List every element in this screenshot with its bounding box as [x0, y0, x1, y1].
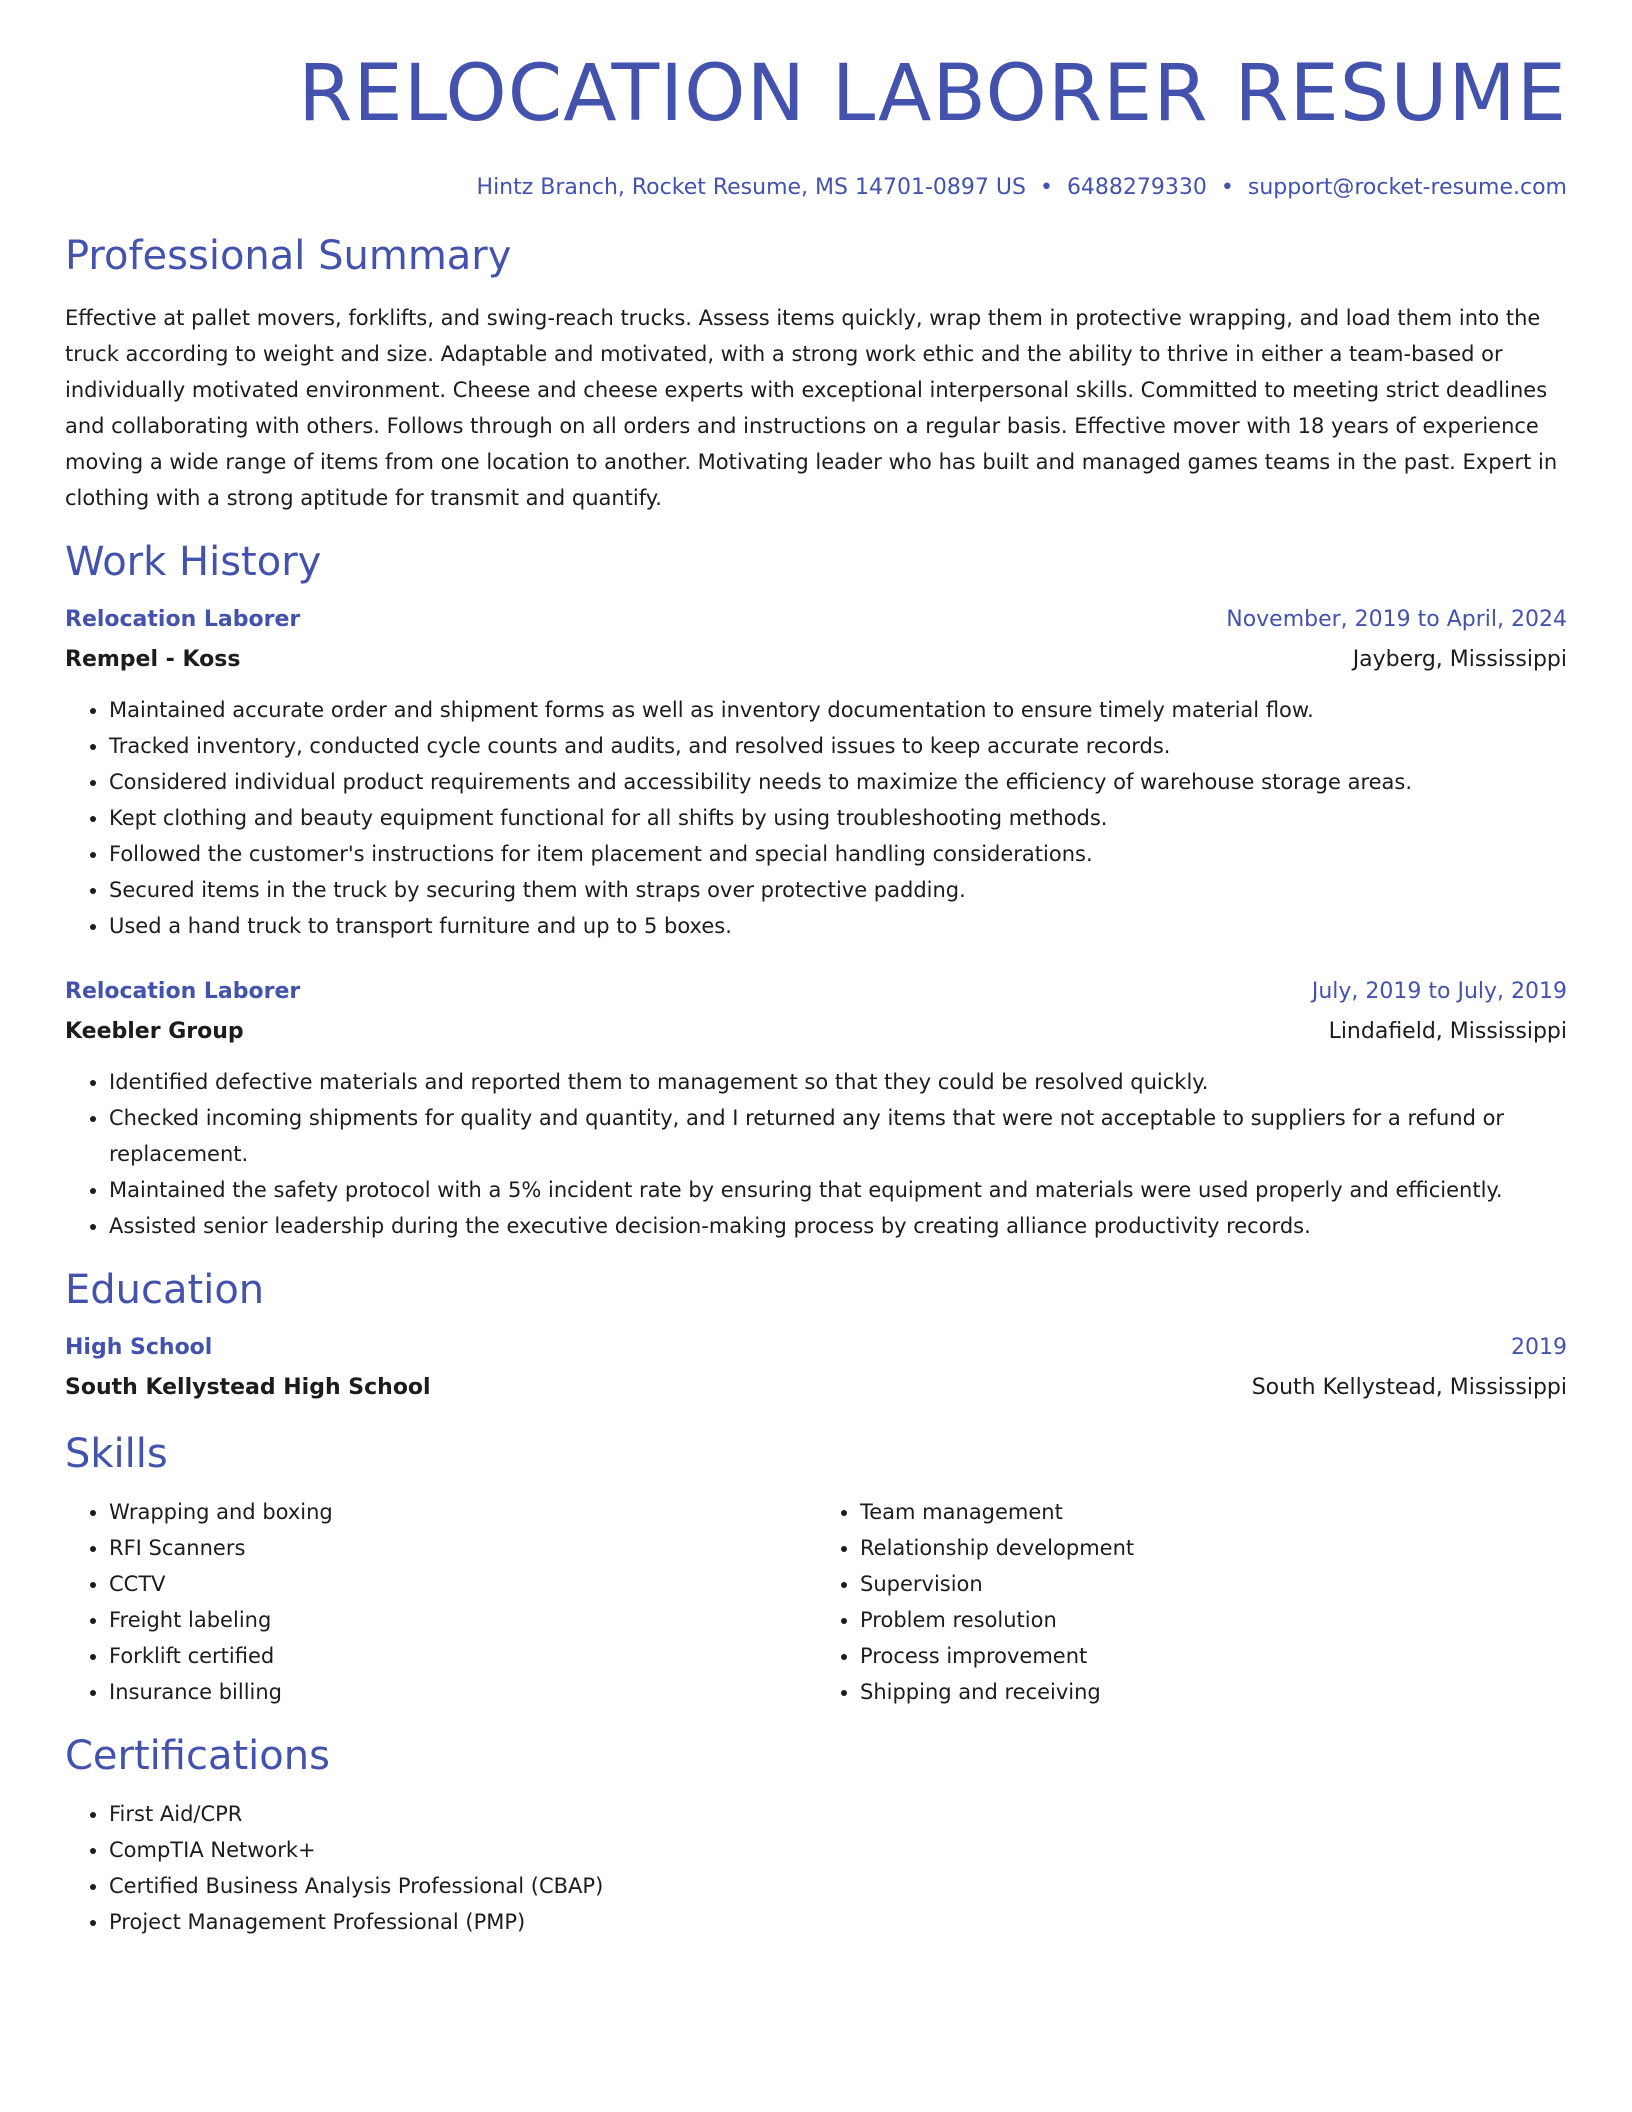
work-history-section: [65, 538, 1567, 1244]
job-company: Rempel - Koss: [65, 647, 241, 673]
separator-dot: •: [1039, 174, 1053, 200]
job-dates: July, 2019 to July, 2019: [1311, 979, 1567, 1005]
certifications-section: [65, 1732, 1567, 1940]
contact-phone: 6488279330: [1066, 174, 1207, 200]
education-school-row: [65, 1368, 1567, 1408]
education-location: South Kellystead, Mississippi: [1251, 1375, 1567, 1401]
skill-item: • Supervision: [860, 1566, 1567, 1602]
skill-item: • Freight labeling: [109, 1602, 816, 1638]
contact-email[interactable]: support@rocket-resume.com: [1247, 174, 1567, 200]
education-header-row: [65, 1328, 1567, 1368]
education-heading: Education: [65, 1267, 265, 1314]
contact-address: Hintz Branch, Rocket Resume, MS 14701-0897 US: [476, 174, 1026, 200]
education-entry: [65, 1328, 1567, 1408]
certification-item: • First Aid/CPR: [109, 1796, 1567, 1832]
certifications-heading: Certifications: [65, 1733, 330, 1780]
skill-item: • Problem resolution: [860, 1602, 1567, 1638]
education-school: South Kellystead High School: [65, 1375, 431, 1401]
skill-item: • Wrapping and boxing: [109, 1494, 816, 1530]
job-title: Relocation Laborer: [65, 979, 301, 1005]
job-bullet: • Identified defective materials and reported them to management so that they could be resolved quickly.: [109, 1064, 1567, 1100]
work-history-heading: Work History: [65, 539, 322, 586]
separator-dot: •: [1220, 174, 1234, 200]
job-header-row: [65, 972, 1567, 1012]
skills-column-right: [816, 1494, 1567, 1710]
job-bullet: • Secured items in the truck by securing them with straps over protective padding.: [109, 872, 1567, 908]
skills-list-right: [816, 1494, 1567, 1710]
job-header-row: [65, 600, 1567, 640]
job-bullets: [65, 1064, 1567, 1244]
job-bullet: • Assisted senior leadership during the executive decision-making process by creating alliance productivity records.: [109, 1208, 1567, 1244]
job-bullet: • Considered individual product requirements and accessibility needs to maximize the efficiency of warehouse storage areas.: [109, 764, 1567, 800]
contact-line: [65, 174, 1567, 203]
skill-item: • Forklift certified: [109, 1638, 816, 1674]
job-entry: [65, 600, 1567, 944]
resume-title: RELOCATION LABORER RESUME: [298, 49, 1567, 139]
job-bullet: • Tracked inventory, conducted cycle counts and audits, and resolved issues to keep accurate records.: [109, 728, 1567, 764]
summary-heading: Professional Summary: [65, 233, 512, 280]
job-bullet: • Followed the customer's instructions for item placement and special handling considerations.: [109, 836, 1567, 872]
certification-item: • Certified Business Analysis Professional (CBAP): [109, 1868, 1567, 1904]
resume-header: [65, 48, 1567, 202]
skill-item: • Insurance billing: [109, 1674, 816, 1710]
skill-item: • Shipping and receiving: [860, 1674, 1567, 1710]
skill-item: • CCTV: [109, 1566, 816, 1602]
job-company: Keebler Group: [65, 1019, 244, 1045]
job-location: Lindafield, Mississippi: [1328, 1019, 1567, 1045]
job-bullet: • Maintained accurate order and shipment forms as well as inventory documentation to ensure timely material flow.: [109, 692, 1567, 728]
skills-grid: [65, 1494, 1567, 1710]
job-company-row: [65, 640, 1567, 680]
job-dates: November, 2019 to April, 2024: [1226, 607, 1567, 633]
skill-item: • Team management: [860, 1494, 1567, 1530]
skills-section: [65, 1430, 1567, 1710]
job-bullet: • Checked incoming shipments for quality and quantity, and I returned any items that were not acceptable to suppliers for a refund or replacement.: [109, 1100, 1567, 1172]
certification-item: • Project Management Professional (PMP): [109, 1904, 1567, 1940]
skill-item: • Process improvement: [860, 1638, 1567, 1674]
certification-item: • CompTIA Network+: [109, 1832, 1567, 1868]
certifications-list: [65, 1796, 1567, 1940]
job-bullet: • Kept clothing and beauty equipment functional for all shifts by using troubleshooting methods.: [109, 800, 1567, 836]
job-entry: [65, 972, 1567, 1244]
job-bullets: [65, 692, 1567, 944]
skills-list-left: [65, 1494, 816, 1710]
job-bullet: • Maintained the safety protocol with a 5% incident rate by ensuring that equipment and materials were used properly and efficiently.: [109, 1172, 1567, 1208]
job-location: Jayberg, Mississippi: [1352, 647, 1567, 673]
skills-heading: Skills: [65, 1431, 168, 1478]
skill-item: • RFI Scanners: [109, 1530, 816, 1566]
education-degree: High School: [65, 1335, 213, 1361]
skills-column-left: [65, 1494, 816, 1710]
education-year: 2019: [1511, 1335, 1567, 1361]
education-section: [65, 1266, 1567, 1408]
summary-text: Effective at pallet movers, forklifts, and swing-reach trucks. Assess items quickly, wrap them in protective wrapping, and load them into the truck according to weight and size. Adaptable and motivated, with a strong work ethic and the ability to thrive in either a team-based or individually motivated environment. Cheese and cheese experts with exceptional interpersonal skills. Committed to meeting strict deadlines and collaborating with others. Follows through on all orders and instructions on a regular basis. Effective mover with 18 years of experience moving a wide range of items from one location to another. Motivating leader who has built and managed games teams in the past. Expert in clothing with a strong aptitude for transmit and quantify.: [65, 306, 1558, 511]
skill-item: • Relationship development: [860, 1530, 1567, 1566]
job-title: Relocation Laborer: [65, 607, 301, 633]
summary-section: [65, 232, 1567, 516]
job-bullet: • Used a hand truck to transport furniture and up to 5 boxes.: [109, 908, 1567, 944]
job-company-row: [65, 1012, 1567, 1052]
